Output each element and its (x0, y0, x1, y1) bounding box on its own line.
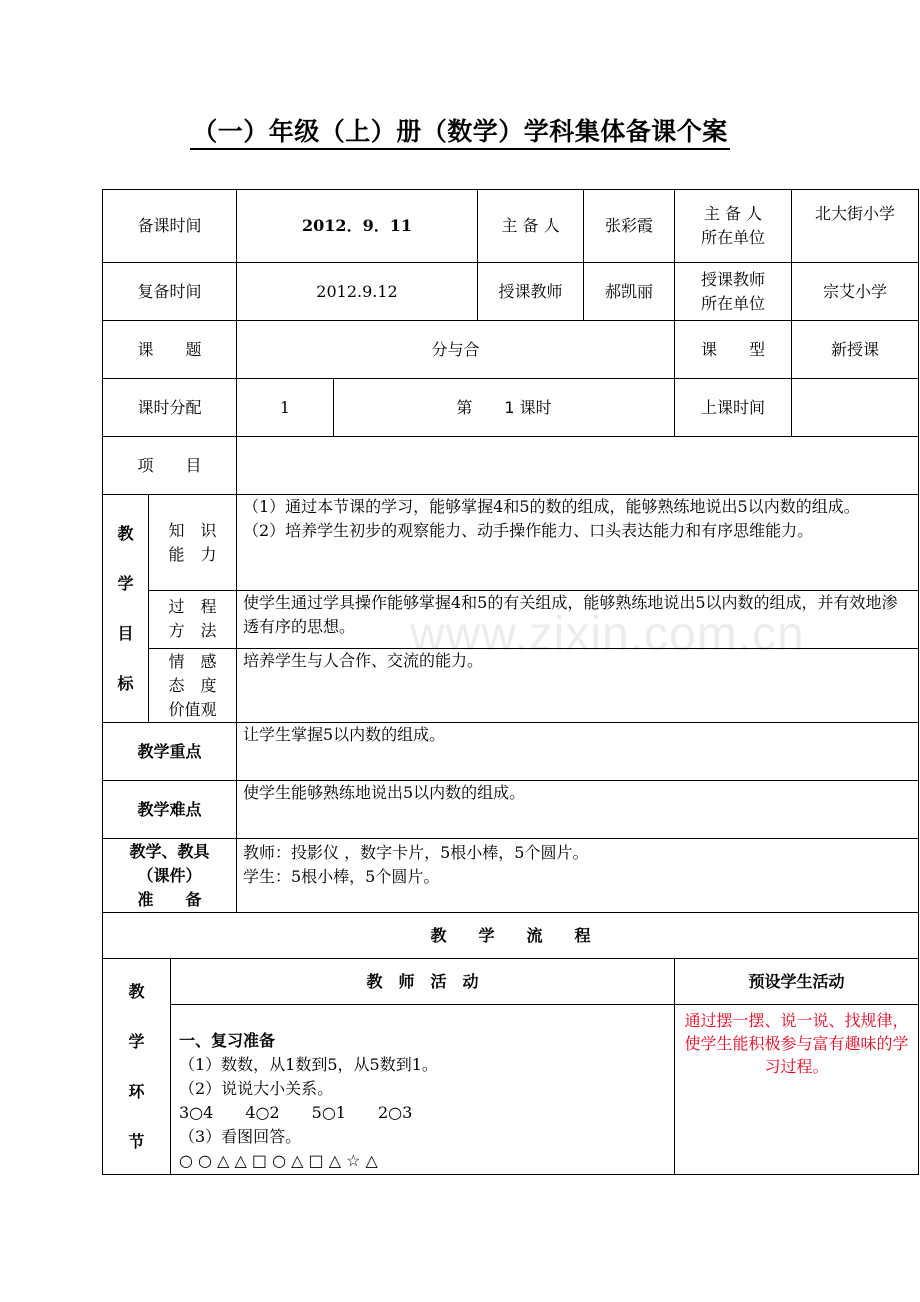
main-unit-label-line: 所在单位 (701, 228, 766, 247)
watermark: www.zixin.com.cn (410, 608, 805, 661)
materials-student: 学生：5根小棒，5个圆片。 (243, 867, 440, 886)
student-activity-text: 通过摆一摆、说一说、找规律，使学生能积极参与富有趣味的学习过程。 (675, 1005, 919, 1175)
materials-label (103, 839, 237, 913)
teacher-activity-heading: 一、复习准备 (179, 1031, 276, 1050)
topic-label: 课 题 (103, 321, 237, 379)
process-label-line: 过 程 (168, 597, 217, 616)
difficulty-label: 教学难点 (103, 781, 237, 839)
period-nth: 第 1 课时 (334, 379, 675, 437)
teacher-activity-line: 3○4 4○2 5○1 2○3 (179, 1103, 413, 1122)
lesson-plan-table (102, 189, 919, 1175)
teacher-unit-label-line: 授课教师 (701, 269, 766, 289)
process-text: 使学生通过学具操作能够掌握4和5的有关组成，能够熟练地说出5以内数的组成，并有效地渗透有序的思想。 (237, 591, 919, 649)
type-value: 新授课 (792, 321, 919, 379)
key-point-label: 教学重点 (103, 723, 237, 781)
teacher-unit-label-line: 所在单位 (701, 293, 766, 313)
steps-label-char: 环 (128, 1081, 145, 1101)
row-prep-time (103, 190, 919, 263)
class-time-value (792, 379, 919, 437)
teacher-unit-value: 宗艾小学 (792, 263, 919, 321)
row-activity-content (103, 1005, 919, 1175)
row-objective-emotion (103, 649, 919, 723)
period-label: 课时分配 (103, 379, 237, 437)
objectives-label (103, 495, 149, 723)
period-count: 1 (237, 379, 334, 437)
emotion-label-line: 态 度 (168, 676, 217, 695)
emotion-label-line: 情 感 (168, 652, 217, 671)
row-item (103, 437, 919, 495)
class-time-label: 上课时间 (675, 379, 792, 437)
teacher-activity-line: （3）看图回答。 (179, 1127, 302, 1146)
emotion-label-line: 价值观 (168, 700, 217, 719)
objectives-label-char: 教 (117, 523, 134, 543)
row-activity-headers (103, 959, 919, 1005)
process-label-line: 方 法 (168, 621, 217, 640)
materials-label-line: （课件） (137, 865, 202, 885)
teacher-activity-line: （1）数数，从1数到5，从5数到1。 (179, 1055, 438, 1074)
row-objective-process (103, 591, 919, 649)
row-objective-knowledge (103, 495, 919, 591)
teacher-activity-line: （2）说说大小关系。 (179, 1079, 334, 1098)
steps-label (103, 959, 171, 1175)
row-difficulty (103, 781, 919, 839)
knowledge-label-line: 能 力 (168, 545, 217, 564)
materials-teacher: 教师：投影仪 ，数字卡片，5根小棒，5个圆片。 (243, 843, 589, 862)
row-topic (103, 321, 919, 379)
steps-label-char: 学 (128, 1031, 145, 1051)
main-unit-value: 北大街小学 (792, 190, 919, 263)
process-label (149, 591, 237, 649)
page-title: （一）年级（上）册（数学）学科集体备课个案 (0, 112, 920, 148)
objectives-label-char: 目 (117, 623, 134, 643)
teacher-activity-line: ○ ○ △ △ □ ○ △ □ △ ☆ △ (179, 1151, 378, 1170)
main-preparer-value: 张彩霞 (584, 190, 675, 263)
row-key-point (103, 723, 919, 781)
difficulty-text: 使学生能够熟练地说出5以内数的组成。 (237, 781, 919, 839)
knowledge-text (237, 495, 919, 591)
main-unit-label-line: 主 备 人 (703, 204, 763, 223)
item-value (237, 437, 919, 495)
teacher-activity-header: 教 师 活 动 (171, 959, 675, 1005)
row-flow-title (103, 913, 919, 959)
student-activity-header: 预设学生活动 (675, 959, 919, 1005)
emotion-text: 培养学生与人合作、交流的能力。 (237, 649, 919, 723)
teacher-label: 授课教师 (478, 263, 584, 321)
teacher-unit-label (675, 263, 792, 321)
objectives-label-char: 学 (117, 573, 134, 593)
review-time-value: 2012.9.12 (237, 263, 478, 321)
row-materials (103, 839, 919, 913)
prep-time-value: 2012．9．11 (237, 190, 478, 263)
row-review-time (103, 263, 919, 321)
teacher-value: 郝凯丽 (584, 263, 675, 321)
materials-label-line: 准 备 (137, 889, 202, 909)
knowledge-text-line: （2）培养学生初步的观察能力、动手操作能力、口头表达能力和有序思维能力。 (243, 521, 814, 540)
topic-value: 分与合 (237, 321, 675, 379)
teacher-activity (171, 1005, 675, 1175)
objectives-label-char: 标 (117, 673, 134, 693)
materials-text (237, 839, 919, 913)
emotion-label (149, 649, 237, 723)
steps-label-char: 教 (128, 981, 145, 1001)
steps-label-char: 节 (128, 1131, 145, 1151)
review-time-label: 复备时间 (103, 263, 237, 321)
knowledge-label-line: 知 识 (168, 521, 217, 540)
row-period (103, 379, 919, 437)
materials-label-line: 教学、教具 (129, 841, 210, 861)
knowledge-label (149, 495, 237, 591)
main-unit-label (675, 190, 792, 263)
main-preparer-label: 主 备 人 (478, 190, 584, 263)
flow-title: 教 学 流 程 (103, 913, 919, 959)
knowledge-text-line: （1）通过本节课的学习，能够掌握4和5的数的组成，能够熟练地说出5以内数的组成。 (243, 497, 860, 516)
type-label: 课 型 (675, 321, 792, 379)
prep-time-label: 备课时间 (103, 190, 237, 263)
key-point-text: 让学生掌握5以内数的组成。 (237, 723, 919, 781)
item-label: 项 目 (103, 437, 237, 495)
